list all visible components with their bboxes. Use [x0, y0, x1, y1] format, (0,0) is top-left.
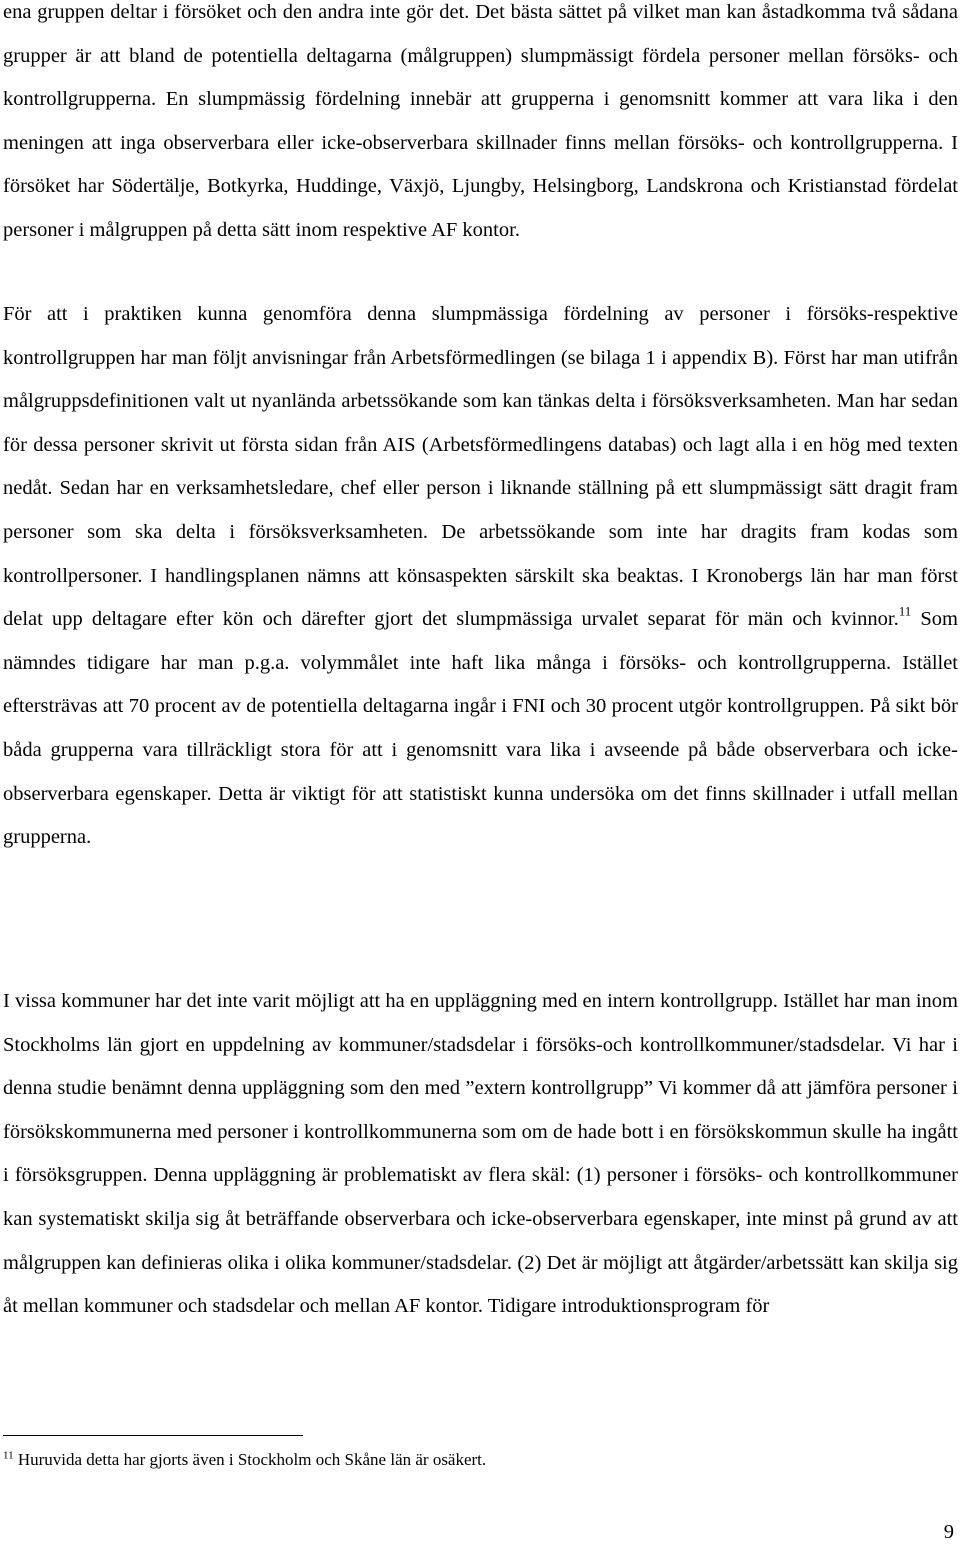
- paragraph-random-assignment: ena gruppen deltar i försöket och den andra inte gör det. Det bästa sättet på vilket man kan åstadkomma två sådana grupper är att bland de potentiella deltagarna (målgruppen) slumpmässigt fördela personer mellan försöks- och kontrollgrupperna. En slumpmässig fördelning innebär att grupperna i genomsnitt kommer att vara lika i den meningen att inga observerbara eller icke-observerbara skillnader finns mellan försöks- och kontrollgrupperna. I försöket har Södertälje, Botkyrka, Huddinge, Växjö, Ljungby, Helsingborg, Landskrona och Kristianstad fördelat personer i målgruppen på detta sätt inom respektive AF kontor.: [3, 1, 958, 241]
- paragraph-text-part: För att i praktiken kunna genomföra denna slumpmässiga fördelning av personer i försöks-respektive kontrollgruppen har man följt anvisningar från Arbetsförmedlingen (se bilaga 1 i appendix B). Först har man utifrån målgruppsdefinitionen valt ut nyanlända arbetssökande som kan tänkas delta i försöksverksamheten. Man har sedan för dessa personer skrivit ut första sidan från AIS (Arbetsförmedlingens databas) och lagt alla i en hög med texten nedåt. Sedan har en verksamhetsledare, chef eller person i liknande ställning på ett slumpmässigt sätt dragit fram personer som ska delta i försöksverksamheten. De arbetssökande som inte har dragits fram kodas som kontrollpersoner. I handlingsplanen nämns att könsaspekten särskilt ska beaktas. I Kronobergs län har man först delat upp deltagare efter kön och därefter gjort det slumpmässiga urvalet separat för män och kvinnor.: [3, 303, 958, 631]
- page-number: 9: [943, 1521, 954, 1543]
- footnote-number: 11: [3, 1449, 14, 1462]
- footnote-text: Huruvida detta har gjorts även i Stockholm och Skåne län är osäkert.: [13, 1450, 487, 1469]
- footnote-reference[interactable]: 11: [898, 603, 912, 619]
- paragraph-external-control-group: I vissa kommuner har det inte varit möjligt att ha en uppläggning med en intern kontrollgrupp. Istället har man inom Stockholms län gjort en uppdelning av kommuner/stadsdelar i försöks-och kontrollkommuner/stadsdelar. Vi har i denna studie benämnt denna uppläggning som den med ”extern kontrollgrupp” Vi kommer då att jämföra personer i försökskommunerna med personer i kontrollkommunerna som om de hade bott i en försökskommun skulle ha ingått i försöksgruppen. Denna uppläggning är problematiskt av flera skäl: (1) personer i försöks- och kontrollkommuner kan systematiskt skilja sig åt beträffande observerbara och icke-observerbara egenskaper, inte minst på grund av att målgruppen kan definieras olika i olika kommuner/stadsdelar. (2) Det är möjligt att åtgärder/arbetssätt kan skilja sig åt mellan kommuner och stadsdelar och mellan AF kontor. Tidigare introduktionsprogram för: [3, 990, 958, 1318]
- paragraph-text-part: Som nämndes tidigare har man p.g.a. volymmålet inte haft lika många i försöks- och kontrollgrupperna. Istället eftersträvas att 70 procent av de potentiella deltagarna ingår i FNI och 30 procent utgör kontrollgruppen. På sikt bör båda grupperna vara tillräckligt stora för att i genomsnitt vara lika i avseende på både observerbara och icke-observerbara egenskaper. Detta är viktigt för att statistiskt kunna undersöka om det finns skillnader i utfall mellan grupperna.: [3, 608, 958, 849]
- footnote-divider: [3, 1435, 303, 1436]
- paragraph-assignment-procedure: [3, 293, 958, 860]
- footnote: [3, 1449, 486, 1471]
